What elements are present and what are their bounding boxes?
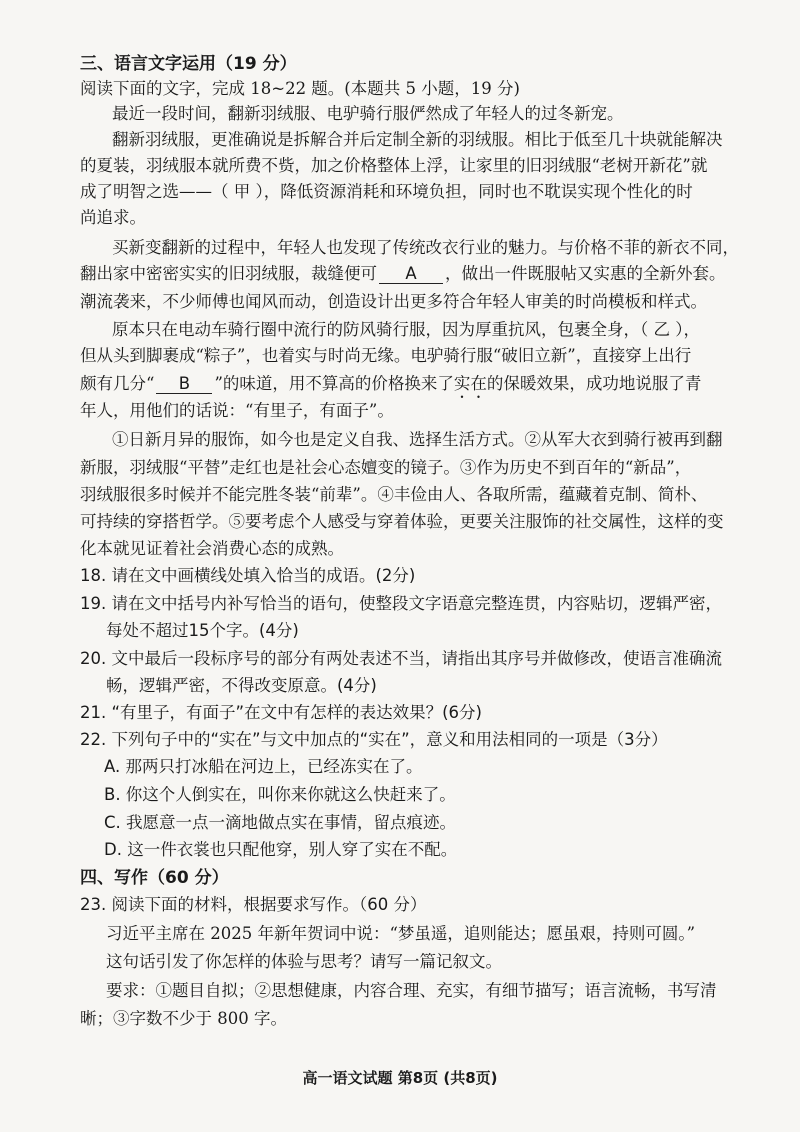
passage-para-4-text-c: 的保暖效果，成功地说服了青 xyxy=(486,374,702,393)
passage-para-3-text-a: 翻出家中密密实实的旧羽绒服，裁缝便可 xyxy=(80,264,377,283)
dotted-word-shizai: 实在 xyxy=(453,374,487,393)
question-22-option-b: B. 你这个人倒实在，叫你来你就这么快赶来了。 xyxy=(104,785,456,804)
question-19-line-2: 每处不超过15个字。(4分) xyxy=(106,621,299,640)
question-20-line-2: 畅，逻辑严密，不得改变原意。(4分) xyxy=(106,676,377,695)
question-22-option-a: A. 那两只打冰船在河边上，已经冻实在了。 xyxy=(104,757,423,776)
passage-para-2-line-1: 翻新羽绒服，更准确说是拆解合并后定制全新的羽绒服。相比于低至几十块就能解决 xyxy=(112,130,723,149)
passage-para-4-text-b: ”的味道，用不算高的价格换来了 xyxy=(214,374,454,393)
passage-para-5-line-5: 化本就见证着社会消费心态的成熟。 xyxy=(80,539,344,558)
question-22: 22. 下列句子中的“实在”与文中加点的“实在”，意义和用法相同的一项是（3分） xyxy=(80,730,668,749)
passage-para-2-line-4: 尚追求。 xyxy=(80,208,146,227)
question-19-line-1: 19. 请在文中括号内补写恰当的语句，使整段文字语意完整连贯，内容贴切，逻辑严密， xyxy=(80,594,722,613)
passage-para-3-text-b: ，做出一件既服帖又实惠的全新外套。 xyxy=(445,264,726,283)
section-3-heading: 三、语言文字运用（19 分） xyxy=(80,54,297,74)
writing-requirements-line-1: 要求：①题目自拟；②思想健康，内容合理、充实，有细节描写；语言流畅，书写清 xyxy=(106,981,717,1000)
passage-para-4-text-a: 颇有几分“ xyxy=(80,374,155,393)
writing-requirements-line-2: 晰；③字数不少于 800 字。 xyxy=(80,1009,287,1028)
blank-b: B xyxy=(156,375,212,394)
question-20-line-1: 20. 文中最后一段标序号的部分有两处表述不当，请指出其序号并做修改，使语言准确流 xyxy=(80,649,722,668)
passage-para-4-line-3 xyxy=(80,372,800,402)
writing-material-line-2: 这句话引发了你怎样的体验与思考？请写一篇记叙文。 xyxy=(106,952,502,971)
passage-para-4-line-2: 但从头到脚裹成“粽子”，也着实与时尚无缘。电驴骑行服“破旧立新”，直接穿上出行 xyxy=(80,346,692,365)
section-4-heading: 四、写作（60 分） xyxy=(80,868,229,888)
passage-para-5-line-1: ①日新月异的服饰，如今也是定义自我、选择生活方式。②从军大衣到骑行被再到翻 xyxy=(112,430,723,449)
section-3-intro: 阅读下面的文字，完成 18~22 题。(本题共 5 小题，19 分) xyxy=(80,79,520,98)
passage-para-2-line-3: 成了明智之选——（ 甲 ），降低资源消耗和环境负担，同时也不耽误实现个性化的时 xyxy=(80,182,693,201)
question-22-option-d: D. 这一件衣裳也只配他穿，别人穿了实在不配。 xyxy=(104,840,458,859)
passage-para-3-line-2 xyxy=(80,262,800,286)
passage-para-3-line-3: 潮流袭来，不少师傅也闻风而动，创造设计出更多符合年轻人审美的时尚模板和样式。 xyxy=(80,292,707,311)
passage-para-4-line-1: 原本只在电动车骑行圈中流行的防风骑行服，因为厚重抗风，包裹全身，（ 乙 ）， xyxy=(112,320,700,339)
question-21: 21. “有里子，有面子”在文中有怎样的表达效果？(6分) xyxy=(80,703,482,722)
question-18: 18. 请在文中画横线处填入恰当的成语。(2分) xyxy=(80,566,416,585)
page-footer: 高一语文试题 第8页 (共8页) xyxy=(302,1069,498,1087)
passage-para-5-line-4: 可持续的穿搭哲学。⑤要考虑个人感受与穿着体验，更要关注服饰的社交属性，这样的变 xyxy=(80,512,724,531)
passage-para-3-line-1: 买新变翻新的过程中，年轻人也发现了传统改衣行业的魅力。与价格不菲的新衣不同， xyxy=(112,238,739,257)
passage-para-5-line-3: 羽绒服很多时候并不能完胜冬装“前辈”。④丰俭由人、各取所需，蕴藏着克制、简朴、 xyxy=(80,485,708,504)
passage-para-1: 最近一段时间，翻新羽绒服、电驴骑行服俨然成了年轻人的过冬新宠。 xyxy=(112,104,624,123)
writing-material-line-1: 习近平主席在 2025 年新年贺词中说：“梦虽遥，追则能达；愿虽艰，持则可圆。” xyxy=(106,924,696,943)
passage-para-4-line-4: 年人，用他们的话说：“有里子，有面子”。 xyxy=(80,401,394,420)
passage-para-5-line-2: 新服，羽绒服“平替”走红也是社会心态嬗变的镜子。③作为历史不到百年的“新品”， xyxy=(80,458,692,477)
passage-para-2-line-2: 的夏装，羽绒服本就所费不赀，加之价格整体上浮，让家里的旧羽绒服“老树开新花”就 xyxy=(80,156,708,175)
question-22-option-c: C. 我愿意一点一滴地做点实在事情，留点痕迹。 xyxy=(104,813,457,832)
blank-a: A xyxy=(379,265,443,284)
question-23: 23. 阅读下面的材料，根据要求写作。（60 分） xyxy=(80,895,427,914)
